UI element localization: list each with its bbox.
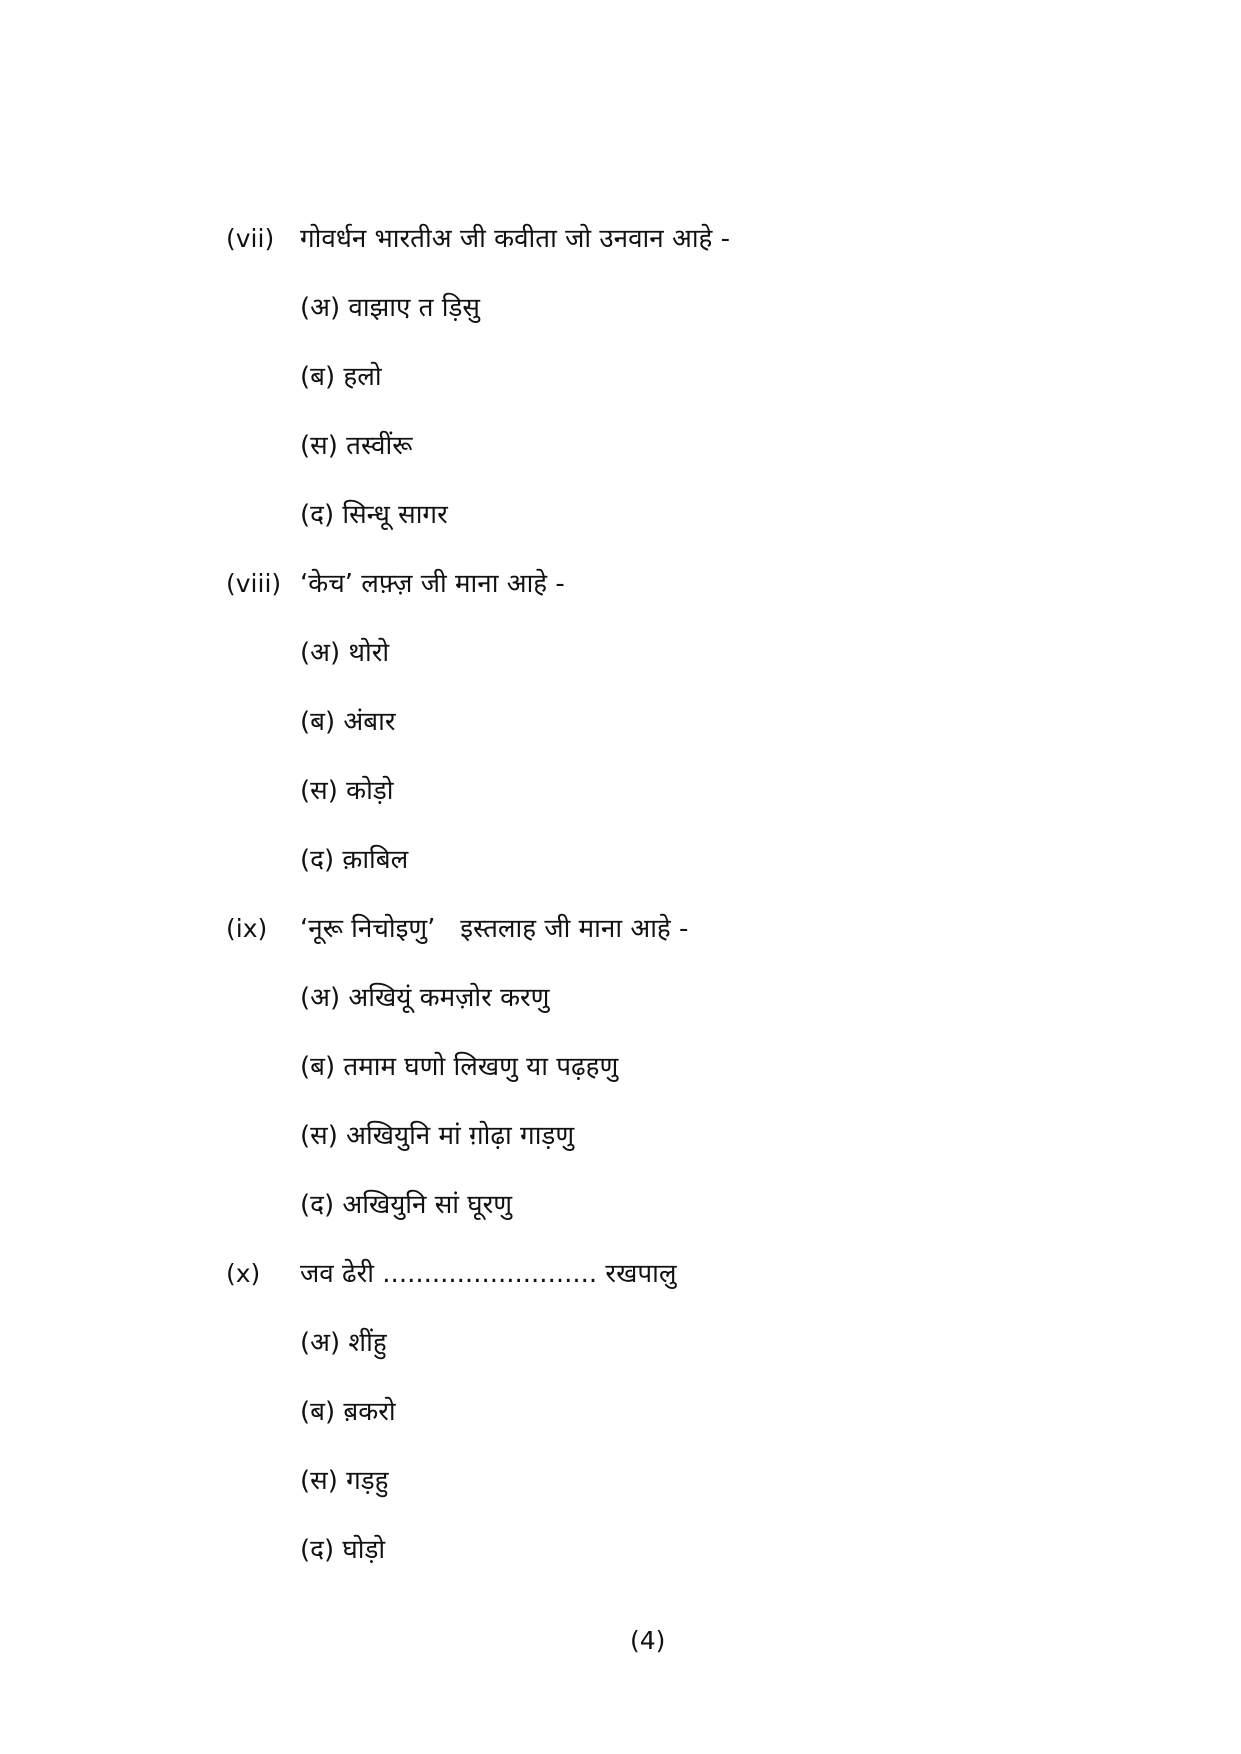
option-a: (अ) अखियूं कमज़ोर करणु [300, 983, 550, 1013]
question-number: (ix) [226, 914, 268, 943]
option-b: (ब) अंबार [300, 707, 396, 737]
option-d: (द) क़ाबिल [300, 845, 409, 875]
question-number: (x) [226, 1259, 261, 1288]
question-number: (vii) [226, 224, 275, 253]
option-c: (स) तस्वींरू [300, 431, 413, 461]
option-c: (स) अखियुनि मां ग़ोढ़ा गाड़णु [300, 1121, 575, 1151]
option-d: (द) सिन्धू सागर [300, 500, 448, 530]
option-c: (स) कोड़ो [300, 776, 394, 806]
option-a: (अ) वाझाए त ड़िसु [300, 293, 480, 323]
page-number: (4) [630, 1626, 666, 1655]
option-a: (अ) थोरो [300, 638, 390, 668]
option-d: (द) अखियुनि सां घूरणु [300, 1190, 513, 1220]
option-c: (स) गड़हु [300, 1466, 389, 1496]
option-b: (ब) हलो [300, 362, 382, 392]
option-b: (ब) तमाम घणो लिखणु या पढ़हणु [300, 1052, 619, 1082]
option-b: (ब) ब़करो [300, 1397, 396, 1427]
option-d: (द) घोड़ो [300, 1535, 386, 1565]
question-text: ‘केच’ लफ़्ज़ जी माना आहे - [300, 569, 565, 599]
option-a: (अ) शींहु [300, 1328, 387, 1358]
question-number: (viii) [226, 569, 282, 598]
question-text: ‘नूरू निचोइणु’ इस्तलाह जी माना आहे - [300, 914, 689, 944]
question-text: जव ढेरी .......................... रखपालु [300, 1259, 677, 1289]
question-text: गोवर्धन भारतीअ जी कवीता जो उनवान आहे - [300, 224, 730, 254]
